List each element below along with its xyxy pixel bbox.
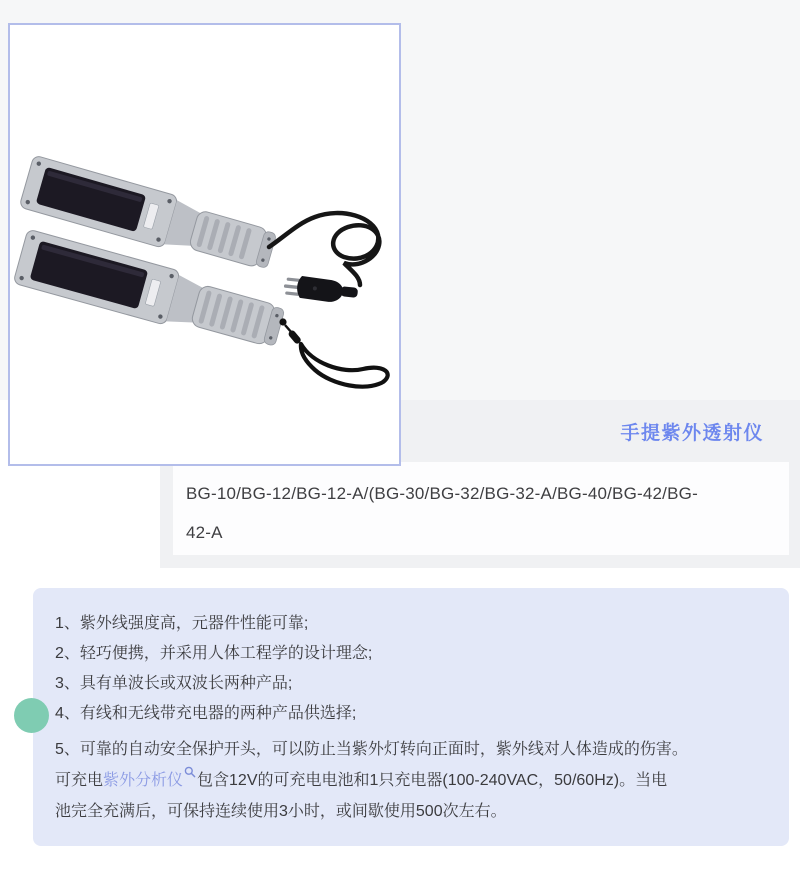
feature-item-3: 3、具有单波长或双波长两种产品;	[55, 675, 293, 692]
feature-item-2: 2、轻巧便携，并采用人体工程学的设计理念;	[55, 645, 373, 662]
feature-item-4: 4、有线和无线带充电器的两种产品供选择;	[55, 705, 357, 722]
uv-analyzer-link[interactable]: 紫外分析仪	[103, 772, 184, 789]
feature-item-5-line2-prefix: 可充电	[55, 772, 104, 789]
features-panel	[33, 588, 789, 846]
product-photo	[10, 25, 399, 464]
feature-item-1: 1、紫外线强度高，元器件性能可靠;	[55, 615, 309, 632]
power-cord	[269, 213, 379, 285]
product-image-box	[8, 23, 401, 466]
feature-item-5-line2	[55, 765, 769, 796]
model-codes-line2: 42-A	[186, 523, 223, 542]
feature-item-5-line1: 5、可靠的自动安全保护开头，可以防止当紫外灯转向正面时，紫外线对人体造成的伤害。	[55, 741, 688, 758]
feature-item-5-line2-suffix: 包含12V的可充电电池和1只充电器(100-240VAC，50/60Hz)。当电	[197, 772, 668, 789]
page-title: 手提紫外透射仪	[620, 423, 764, 444]
feature-item-5	[55, 734, 769, 827]
magnifier-icon[interactable]	[184, 766, 196, 778]
accent-circle	[14, 698, 49, 733]
model-codes-line1: BG-10/BG-12/BG-12-A/(BG-30/BG-32/BG-32-A/BG-40/BG-42/BG-	[186, 484, 698, 503]
feature-item-5-line3: 池完全充满后，可保持连续使用3小时，或间歇使用500次左右。	[55, 803, 507, 820]
power-plug	[283, 274, 359, 305]
model-codes	[173, 462, 789, 555]
wrist-strap	[279, 318, 387, 386]
